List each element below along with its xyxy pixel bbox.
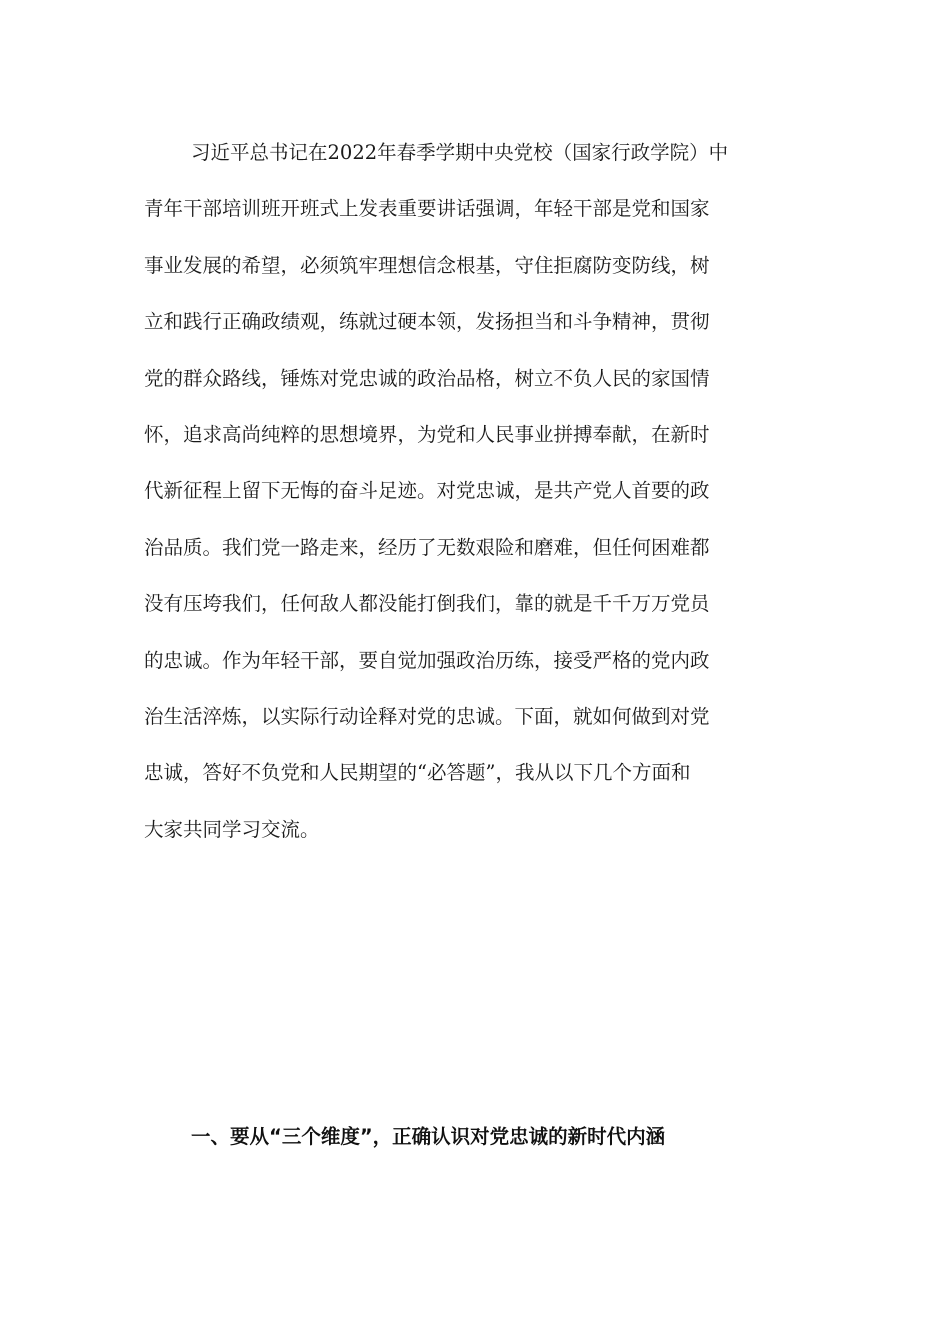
paragraph-line: 大家共同学习交流。	[144, 817, 320, 841]
paragraph-line: 党的群众路线，锤炼对党忠诚的政治品格，树立不负人民的家国情	[144, 366, 710, 390]
paragraph-line: 没有压垮我们，任何敌人都没能打倒我们，靠的就是千千万万党员	[144, 592, 710, 616]
paragraph-line: 立和践行正确政绩观，练就过硬本领，发扬担当和斗争精神，贯彻	[144, 310, 710, 334]
paragraph-line: 治生活淬炼，以实际行动诠释对党的忠诚。下面，就如何做到对党	[144, 704, 710, 728]
paragraph-line: 青年干部培训班开班式上发表重要讲话强调，年轻干部是党和国家	[144, 197, 710, 221]
paragraph-line: 事业发展的希望，必须筑牢理想信念根基，守住拒腐防变防线，树	[144, 253, 710, 277]
paragraph-line: 的忠诚。作为年轻干部，要自觉加强政治历练，接受严格的党内政	[144, 648, 710, 672]
intro-paragraph	[144, 128, 809, 861]
paragraph-line: 代新征程上留下无悔的奋斗足迹。对党忠诚，是共产党人首要的政	[144, 479, 710, 503]
section-heading: 一、要从“三个维度”，正确认识对党忠诚的新时代内涵	[191, 1125, 666, 1148]
paragraph-line: 怀，追求高尚纯粹的思想境界，为党和人民事业拼搏奉献，在新时	[144, 422, 710, 446]
paragraph-line: 治品质。我们党一路走来，经历了无数艰险和磨难，但任何困难都	[144, 535, 710, 559]
paragraph-line: 习近平总书记在2022年春季学期中央党校（国家行政学院）中	[191, 141, 729, 164]
paragraph-line: 忠诚，答好不负党和人民期望的“必答题”，我从以下几个方面和	[144, 761, 691, 785]
